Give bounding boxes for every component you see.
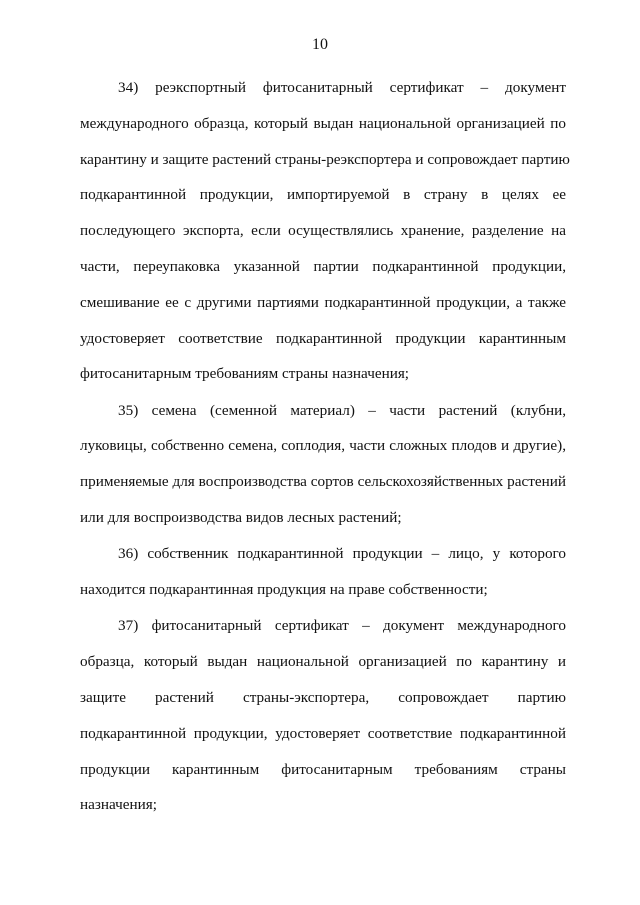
- paragraph-line: 37) фитосанитарный сертификат – документ международного: [118, 617, 566, 635]
- paragraph-line: защите растений страны-экспортера, сопровождает партию: [80, 689, 566, 707]
- paragraph-line: 34) реэкспортный фитосанитарный сертификат – документ: [118, 79, 566, 96]
- page-number: 10: [312, 36, 328, 53]
- paragraph-line: находится подкарантинная продукция на праве собственности;: [80, 581, 488, 599]
- paragraph-line: продукции карантинным фитосанитарным требованиям страны: [80, 760, 566, 778]
- paragraph-37: [80, 608, 566, 823]
- paragraph-line: или для воспроизводства видов лесных растений;: [80, 509, 402, 527]
- document-body: [80, 70, 570, 823]
- paragraph-line: фитосанитарным требованиям страны назначения;: [80, 365, 410, 383]
- paragraph-line: смешивание ее с другими партиями подкарантинной продукции, а также: [80, 293, 566, 311]
- paragraph-36: [80, 536, 566, 608]
- paragraph-line: части, переупаковка указанной партии подкарантинной продукции,: [80, 257, 566, 275]
- paragraph-line: последующего экспорта, если осуществлялись хранение, разделение на: [80, 222, 566, 240]
- paragraph-line: назначения;: [80, 796, 157, 814]
- paragraph-line: применяемые для воспроизводства сортов сельскохозяйственных растений: [80, 473, 566, 491]
- paragraph-35: [80, 393, 566, 536]
- paragraph-line: международного образца, который выдан национальной организацией по: [80, 114, 566, 132]
- paragraph-line: 36) собственник подкарантинной продукции – лицо, у которого: [118, 545, 566, 563]
- paragraph-line: луковицы, собственно семена, соплодия, части сложных плодов и другие),: [80, 437, 566, 455]
- paragraph-line: карантину и защите растений страны-реэкспортера и сопровождает партию: [80, 150, 570, 168]
- paragraph-line: подкарантинной продукции, удостоверяет соответствие подкарантинной: [80, 724, 566, 742]
- paragraph-line: удостоверяет соответствие подкарантинной продукции карантинным: [80, 329, 566, 347]
- paragraph-line: подкарантинной продукции, импортируемой в страну в целях ее: [80, 186, 566, 204]
- paragraph-34: [80, 70, 570, 392]
- paragraph-line: образца, который выдан национальной организацией по карантину и: [80, 653, 566, 671]
- paragraph-line: 35) семена (семенной материал) – части растений (клубни,: [118, 401, 566, 419]
